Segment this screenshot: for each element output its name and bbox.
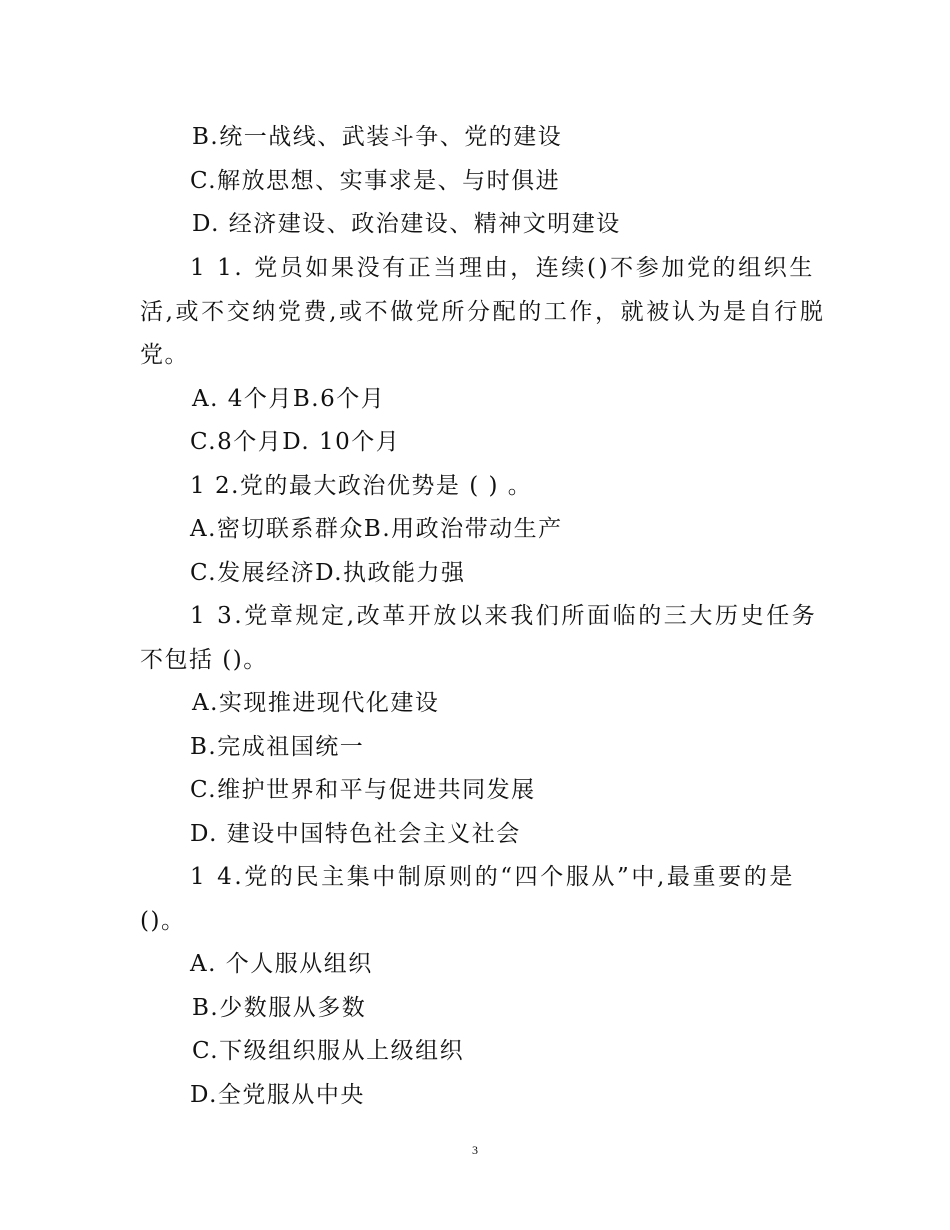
question-line: 党。 — [140, 342, 189, 368]
question-line: 1 3.党章规定,改革开放以来我们所面临的三大历史任务 — [190, 603, 818, 629]
question-line: 活,或不交纳党费,或不做党所分配的工作，就被认为是自行脱 — [140, 299, 826, 325]
option-line: D.全党服从中央 — [190, 1082, 365, 1108]
question-line: 1 2.党的最大政治优势是 ( ) 。 — [190, 473, 533, 499]
option-line: C.8个月D. 10个月 — [190, 429, 401, 455]
page-number: 3 — [472, 1143, 478, 1157]
option-line: A.密切联系群众B.用政治带动生产 — [190, 516, 563, 542]
option-line: D. 建设中国特色社会主义社会 — [190, 821, 521, 847]
option-line: C.解放思想、实事求是、与时俱进 — [190, 168, 561, 194]
option-line: C.维护世界和平与促进共同发展 — [190, 777, 536, 803]
option-line: B.统一战线、武装斗争、党的建设 — [192, 124, 563, 150]
option-line: D. 经济建设、政治建设、精神文明建设 — [192, 211, 621, 237]
question-line: 1 1. 党员如果没有正当理由，连续()不参加党的组织生 — [190, 255, 815, 281]
question-line: 1 4.党的民主集中制原则的“四个服从”中,最重要的是 — [190, 864, 795, 890]
option-line: A.实现推进现代化建设 — [192, 690, 440, 716]
option-line: B.完成祖国统一 — [190, 734, 365, 760]
option-line: C.下级组织服从上级组织 — [192, 1038, 465, 1064]
option-line: C.发展经济D.执政能力强 — [190, 560, 466, 586]
option-line: B.少数服从多数 — [192, 995, 367, 1021]
option-line: A. 4个月B.6个月 — [192, 386, 386, 412]
question-line: ()。 — [140, 908, 186, 934]
option-line: A. 个人服从组织 — [190, 951, 373, 977]
question-line: 不包括 ()。 — [140, 647, 268, 673]
